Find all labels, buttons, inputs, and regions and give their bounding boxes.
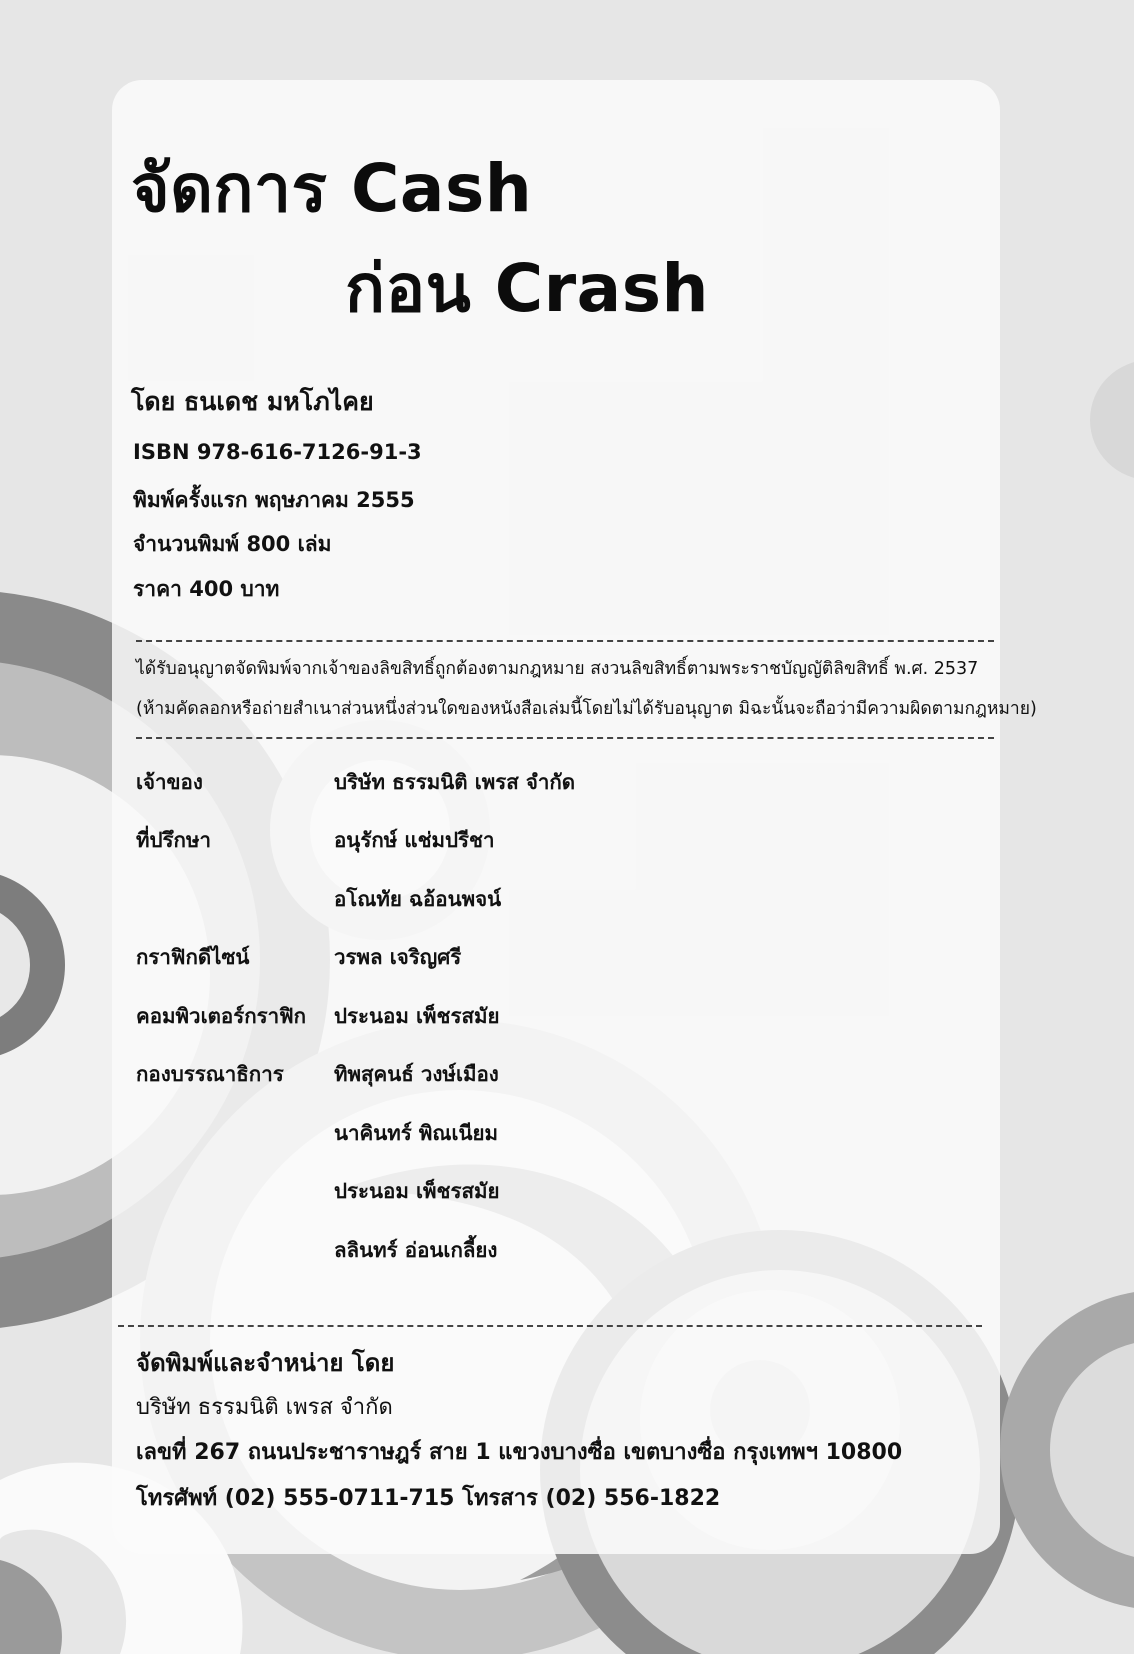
publisher-company: บริษัท ธรรมนิติ เพรส จำกัด [136,1395,393,1420]
credit-name: ทิพสุคนธ์ วงษ์เมือง [334,1062,499,1086]
credit-role: คอมพิวเตอร์กราฟิก [136,1004,307,1028]
publisher-phone: โทรศัพท์ (02) 555-0711-715 โทรสาร (02) 556-1822 [136,1486,721,1511]
credit-name: ประนอม เพ็ชรสมัย [334,1179,500,1203]
publisher-heading: จัดพิมพ์และจำหน่าย โดย [136,1349,395,1377]
author-line: โดย ธนเดช มหโภไคย [131,387,374,416]
credit-name: อนุรักษ์ แช่มปรีชา [334,828,495,852]
credit-role: กองบรรณาธิการ [136,1062,284,1086]
book-title-line-2: ก่อน Crash [345,250,709,327]
isbn: ISBN 978-616-7126-91-3 [133,440,422,464]
credit-name: อโณทัย ฉอ้อนพจน์ [334,887,502,911]
divider-middle [136,737,994,739]
divider-bottom [118,1325,982,1327]
credit-name: วรพล เจริญศรี [334,945,462,969]
credit-name: นาคินทร์ พิณเนียม [334,1121,498,1145]
credit-name: ประนอม เพ็ชรสมัย [334,1004,500,1028]
first-print: พิมพ์ครั้งแรก พฤษภาคม 2555 [133,488,415,512]
copyright-notice-line-1: ได้รับอนุญาตจัดพิมพ์จากเจ้าของลิขสิทธิ์ถูกต้องตามกฎหมาย สงวนลิขสิทธิ์ตามพระราชบัญญัติลิขสิทธิ์ พ.ศ. 2537 [136,659,979,679]
copyright-notice-line-2: (ห้ามคัดลอกหรือถ่ายสำเนาส่วนหนึ่งส่วนใดของหนังสือเล่มนี้โดยไม่ได้รับอนุญาต มิฉะนั้นจะถือว่ามีความผิดตามกฎหมาย) [136,699,1037,719]
price: ราคา 400 บาท [133,577,280,601]
credit-role: เจ้าของ [136,770,203,794]
credit-name: ลลินทร์ อ่อนเกลี้ยง [334,1238,498,1262]
divider-top [136,640,994,642]
credit-name: บริษัท ธรรมนิติ เพรส จำกัด [334,770,576,794]
credit-role: กราฟิกดีไซน์ [136,945,250,969]
book-title-line-1: จัดการ Cash [131,150,533,227]
print-run: จำนวนพิมพ์ 800 เล่ม [133,532,332,556]
credit-role: ที่ปรึกษา [136,828,211,852]
publisher-address: เลขที่ 267 ถนนประชาราษฎร์ สาย 1 แขวงบางซื่อ เขตบางซื่อ กรุงเทพฯ 10800 [136,1440,903,1465]
